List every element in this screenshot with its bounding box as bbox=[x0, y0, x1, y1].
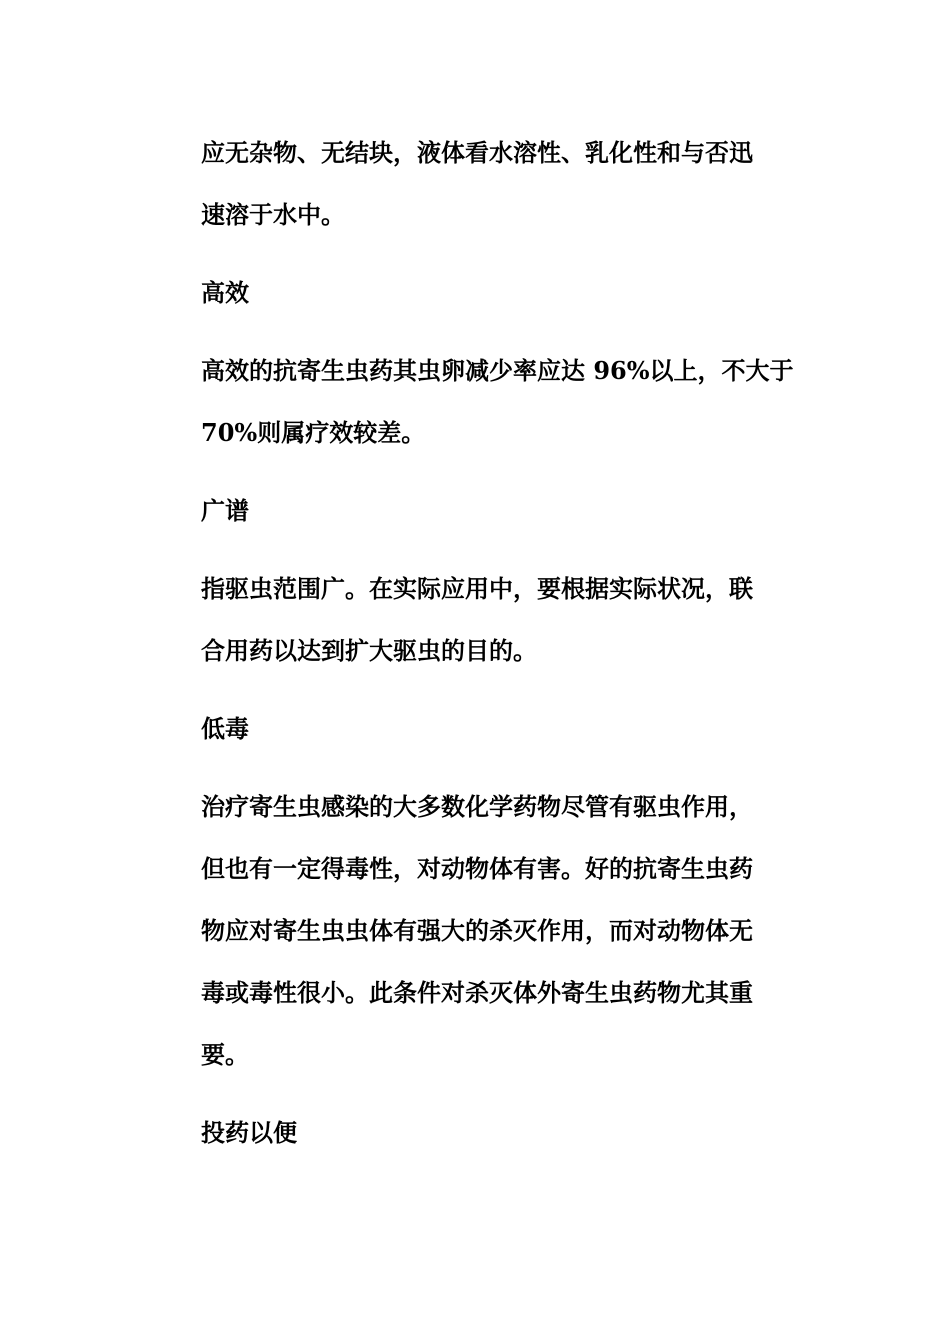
text-line: 但也有一定得毒性，对动物体有害。好的抗寄生虫药 bbox=[201, 854, 753, 883]
text-line: 指驱虫范围广。在实际应用中，要根据实际状况，联 bbox=[201, 574, 753, 603]
paragraph-broad-spectrum bbox=[201, 558, 821, 682]
text-line: 合用药以达到扩大驱虫的目的。 bbox=[201, 636, 537, 665]
heading-text: 投药以便 bbox=[201, 1118, 297, 1147]
section-heading-broad-spectrum bbox=[201, 480, 821, 542]
text-line: 高效的抗寄生虫药其虫卵减少率应达 96%以上，不大于 bbox=[201, 356, 794, 385]
heading-text: 低毒 bbox=[201, 714, 249, 743]
text-line: 要。 bbox=[201, 1040, 249, 1069]
section-heading-low-toxicity bbox=[201, 698, 821, 760]
text-line: 物应对寄生虫虫体有强大的杀灭作用，而对动物体无 bbox=[201, 916, 753, 945]
text-line: 速溶于水中。 bbox=[201, 200, 345, 229]
heading-text: 广谱 bbox=[201, 496, 249, 525]
paragraph-low-toxicity bbox=[201, 776, 821, 1086]
section-heading-easy-administration bbox=[201, 1102, 821, 1164]
heading-text: 高效 bbox=[201, 278, 249, 307]
text-line: 治疗寄生虫感染的大多数化学药物尽管有驱虫作用， bbox=[201, 792, 753, 821]
text-line: 应无杂物、无结块，液体看水溶性、乳化性和与否迅 bbox=[201, 138, 753, 167]
document-body bbox=[201, 122, 821, 1164]
paragraph-high-efficacy bbox=[201, 340, 821, 464]
text-line: 70%则属疗效较差。 bbox=[201, 418, 426, 447]
text-line: 毒或毒性很小。此条件对杀灭体外寄生虫药物尤其重 bbox=[201, 978, 753, 1007]
section-heading-high-efficacy bbox=[201, 262, 821, 324]
paragraph-solubility bbox=[201, 122, 821, 246]
